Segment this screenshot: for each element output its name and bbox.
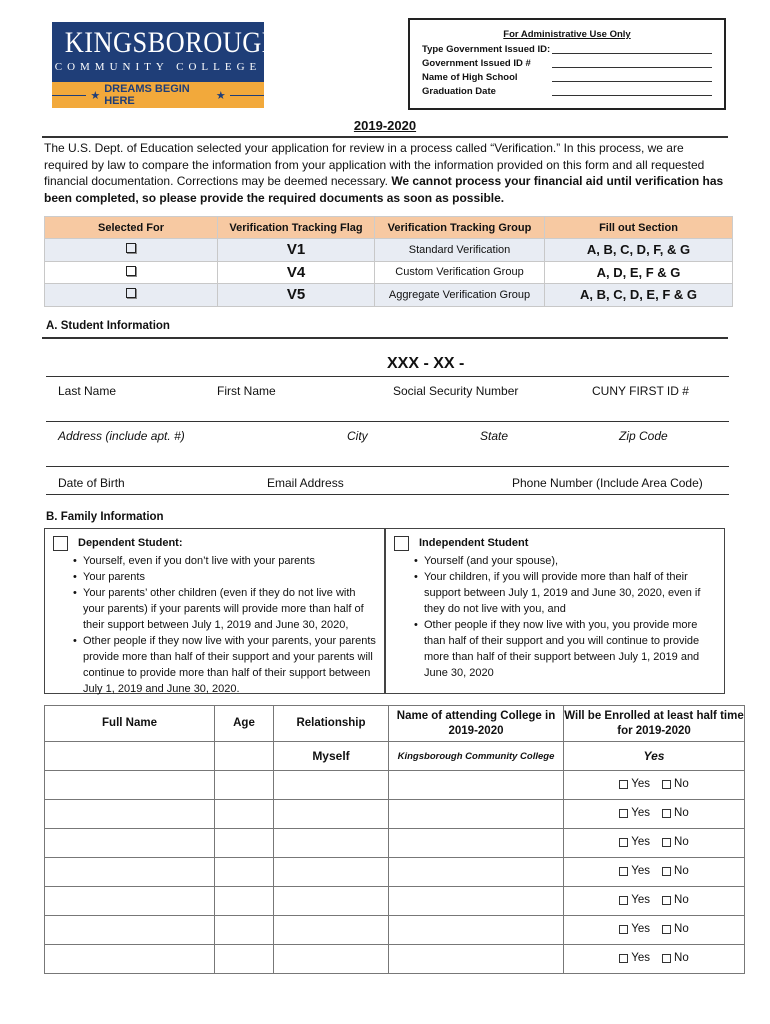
intro-bold-text: We cannot process your financial aid until verification has been completed, so please provide the required documents as soon as possible. xyxy=(44,174,724,205)
admin-use-box xyxy=(408,18,726,110)
yes-checkbox[interactable] xyxy=(619,838,628,847)
divider xyxy=(42,136,728,138)
name-entry-line[interactable] xyxy=(46,376,729,377)
relationship-cell[interactable] xyxy=(274,800,389,829)
no-label: No xyxy=(674,952,689,965)
independent-checkbox[interactable] xyxy=(394,536,409,551)
full-name-cell[interactable] xyxy=(45,742,215,771)
admin-label: Type Government Issued ID: xyxy=(422,43,551,55)
yes-checkbox[interactable] xyxy=(619,867,628,876)
list-item: • Yourself, even if you don’t live with your parents xyxy=(71,553,376,569)
college-cell[interactable] xyxy=(389,887,564,916)
relationship-cell[interactable] xyxy=(274,771,389,800)
list-item: • Yourself (and your spouse), xyxy=(412,553,716,569)
ssn-label: Social Security Number xyxy=(393,384,519,398)
col-header: Name of attending College in 2019-2020 xyxy=(389,706,564,742)
full-name-cell[interactable] xyxy=(45,887,215,916)
no-checkbox[interactable] xyxy=(662,954,671,963)
fill-sections: A, B, C, D, E, F & G xyxy=(545,284,733,307)
list-item: • Other people if they now live with your parents, your parents provide more than half of their support and your parents will continue to provide more than half of their support between July 1, 2019 and June 30, 2020. xyxy=(71,633,376,697)
relationship-cell[interactable] xyxy=(274,858,389,887)
admin-label: Name of High School xyxy=(422,71,518,83)
contact-entry-line[interactable] xyxy=(46,466,729,467)
selected-checkbox[interactable] xyxy=(126,266,136,276)
high-school-field[interactable] xyxy=(552,73,712,82)
no-checkbox[interactable] xyxy=(662,867,671,876)
intro-text: The U.S. Dept. of Education selected your application for review in a process called “Verification.” In this process, we are required by law to compare the information from your application with the information provided on this form and all requested financial documentation. Corrections may be deemed necessary. xyxy=(44,141,705,188)
first-name-label: First Name xyxy=(217,384,276,398)
relationship-cell[interactable] xyxy=(274,887,389,916)
table-row xyxy=(45,742,745,771)
enrolled-cell xyxy=(564,829,745,858)
full-name-cell[interactable] xyxy=(45,945,215,974)
list-item: • Your parents xyxy=(71,569,376,585)
yes-label: Yes xyxy=(631,865,651,878)
age-cell[interactable] xyxy=(215,800,274,829)
table-row xyxy=(45,945,745,974)
verification-table xyxy=(44,216,733,307)
academic-year: 2019-2020 xyxy=(353,118,417,133)
table-row xyxy=(45,261,733,284)
intro-paragraph xyxy=(44,140,724,206)
id-number-field[interactable] xyxy=(552,59,712,68)
yes-checkbox[interactable] xyxy=(619,780,628,789)
dependent-student-box xyxy=(44,528,385,694)
dependent-checkbox[interactable] xyxy=(53,536,68,551)
no-checkbox[interactable] xyxy=(662,838,671,847)
college-cell: Kingsborough Community College xyxy=(389,742,564,771)
yes-label: Yes xyxy=(631,923,651,936)
enrolled-cell: Yes xyxy=(564,742,745,771)
selected-checkbox[interactable] xyxy=(126,243,136,253)
address-label: Address (include apt. #) xyxy=(58,429,185,443)
college-cell[interactable] xyxy=(389,800,564,829)
no-label: No xyxy=(674,923,689,936)
email-label: Email Address xyxy=(267,476,344,490)
col-header: Verification Tracking Flag xyxy=(218,217,375,239)
tracking-group: Aggregate Verification Group xyxy=(375,284,545,307)
section-b-title: B. Family Information xyxy=(46,511,164,523)
enrolled-cell xyxy=(564,887,745,916)
divider xyxy=(46,494,729,495)
admin-label: Government Issued ID # xyxy=(422,57,531,69)
relationship-cell[interactable] xyxy=(274,916,389,945)
list-item: • Your parents’ other children (even if they do not live with your parents) if your parents will provide more than half of their support between July 1, 2019 and June 30, 2020, xyxy=(71,585,376,633)
independent-title: Independent Student xyxy=(419,537,529,549)
table-row xyxy=(45,858,745,887)
last-name-label: Last Name xyxy=(58,384,117,398)
yes-label: Yes xyxy=(631,894,651,907)
fill-sections: A, B, C, D, F, & G xyxy=(545,239,733,262)
col-header: Age xyxy=(215,706,274,742)
college-logo xyxy=(52,22,282,108)
relationship-cell[interactable] xyxy=(274,829,389,858)
independent-student-box xyxy=(385,528,725,694)
no-checkbox[interactable] xyxy=(662,809,671,818)
city-label: City xyxy=(347,429,368,443)
full-name-cell[interactable] xyxy=(45,829,215,858)
list-item: • Your children, if you will provide more than half of their support between July 1, 2019 and June 30, 2020, even if they do not live with you, and xyxy=(412,569,716,617)
full-name-cell[interactable] xyxy=(45,800,215,829)
tracking-group: Standard Verification xyxy=(375,239,545,262)
tracking-group: Custom Verification Group xyxy=(375,261,545,284)
college-cell[interactable] xyxy=(389,829,564,858)
yes-label: Yes xyxy=(631,952,651,965)
yes-checkbox[interactable] xyxy=(619,925,628,934)
college-cell[interactable] xyxy=(389,916,564,945)
age-cell[interactable] xyxy=(215,887,274,916)
cuny-id-label: CUNY FIRST ID # xyxy=(592,384,689,398)
yes-label: Yes xyxy=(631,807,651,820)
no-checkbox[interactable] xyxy=(662,925,671,934)
age-cell[interactable] xyxy=(215,829,274,858)
no-checkbox[interactable] xyxy=(662,896,671,905)
age-cell[interactable] xyxy=(215,858,274,887)
no-label: No xyxy=(674,836,689,849)
yes-label: Yes xyxy=(631,836,651,849)
col-header: Fill out Section xyxy=(545,217,733,239)
age-cell[interactable] xyxy=(215,742,274,771)
enrolled-cell xyxy=(564,800,745,829)
age-cell[interactable] xyxy=(215,771,274,800)
col-header: Will be Enrolled at least half time for 2019-2020 xyxy=(564,706,745,742)
logo-subtitle: COMMUNITY COLLEGE xyxy=(54,61,262,73)
star-icon: ★ xyxy=(90,89,101,102)
no-label: No xyxy=(674,778,689,791)
selected-checkbox[interactable] xyxy=(126,288,136,298)
admin-label: Graduation Date xyxy=(422,85,496,97)
dependent-title: Dependent Student: xyxy=(78,537,183,549)
ssn-prefix: XXX - XX - xyxy=(387,355,465,372)
yes-checkbox[interactable] xyxy=(619,896,628,905)
tracking-flag: V1 xyxy=(218,239,375,262)
table-row xyxy=(45,239,733,262)
logo-tagline: DREAMS BEGIN HERE xyxy=(104,83,190,107)
yes-checkbox[interactable] xyxy=(619,809,628,818)
table-row xyxy=(45,916,745,945)
admin-header: For Administrative Use Only xyxy=(503,29,631,40)
state-label: State xyxy=(480,429,509,443)
full-name-cell[interactable] xyxy=(45,858,215,887)
table-row xyxy=(45,887,745,916)
yes-label: Yes xyxy=(631,778,651,791)
tracking-flag: V5 xyxy=(218,284,375,307)
enrolled-cell xyxy=(564,945,745,974)
table-row xyxy=(45,829,745,858)
section-a-title: A. Student Information xyxy=(46,320,170,332)
full-name-cell[interactable] xyxy=(45,916,215,945)
tracking-flag: V4 xyxy=(218,261,375,284)
enrolled-cell xyxy=(564,916,745,945)
phone-label: Phone Number (Include Area Code) xyxy=(512,476,703,490)
no-checkbox[interactable] xyxy=(662,780,671,789)
fill-sections: A, D, E, F & G xyxy=(545,261,733,284)
id-type-field[interactable] xyxy=(552,45,712,54)
enrolled-cell xyxy=(564,858,745,887)
relationship-cell[interactable] xyxy=(274,945,389,974)
col-header: Verification Tracking Group xyxy=(375,217,545,239)
relationship-cell: Myself xyxy=(274,742,389,771)
dob-label: Date of Birth xyxy=(58,476,125,490)
list-item: • Other people if they now live with you, you provide more than half of their support and you will continue to provide more than half of their support between July 1, 2019 and June 30, 2020 xyxy=(412,617,716,681)
col-header: Full Name xyxy=(45,706,215,742)
college-cell[interactable] xyxy=(389,771,564,800)
table-row xyxy=(45,771,745,800)
household-members-table xyxy=(44,705,745,974)
yes-checkbox[interactable] xyxy=(619,954,628,963)
age-cell[interactable] xyxy=(215,945,274,974)
table-row xyxy=(45,800,745,829)
enrolled-cell xyxy=(564,771,745,800)
col-header: Relationship xyxy=(274,706,389,742)
logo-name: KINGSBOROUGH xyxy=(64,26,282,59)
zip-label: Zip Code xyxy=(619,429,668,443)
full-name-cell[interactable] xyxy=(45,771,215,800)
no-label: No xyxy=(674,894,689,907)
age-cell[interactable] xyxy=(215,916,274,945)
no-label: No xyxy=(674,865,689,878)
no-label: No xyxy=(674,807,689,820)
college-cell[interactable] xyxy=(389,945,564,974)
college-cell[interactable] xyxy=(389,858,564,887)
graduation-date-field[interactable] xyxy=(552,87,712,96)
address-entry-line[interactable] xyxy=(46,421,729,422)
star-icon: ★ xyxy=(215,89,226,102)
divider xyxy=(42,337,728,339)
table-row xyxy=(45,284,733,307)
col-header: Selected For xyxy=(45,217,218,239)
